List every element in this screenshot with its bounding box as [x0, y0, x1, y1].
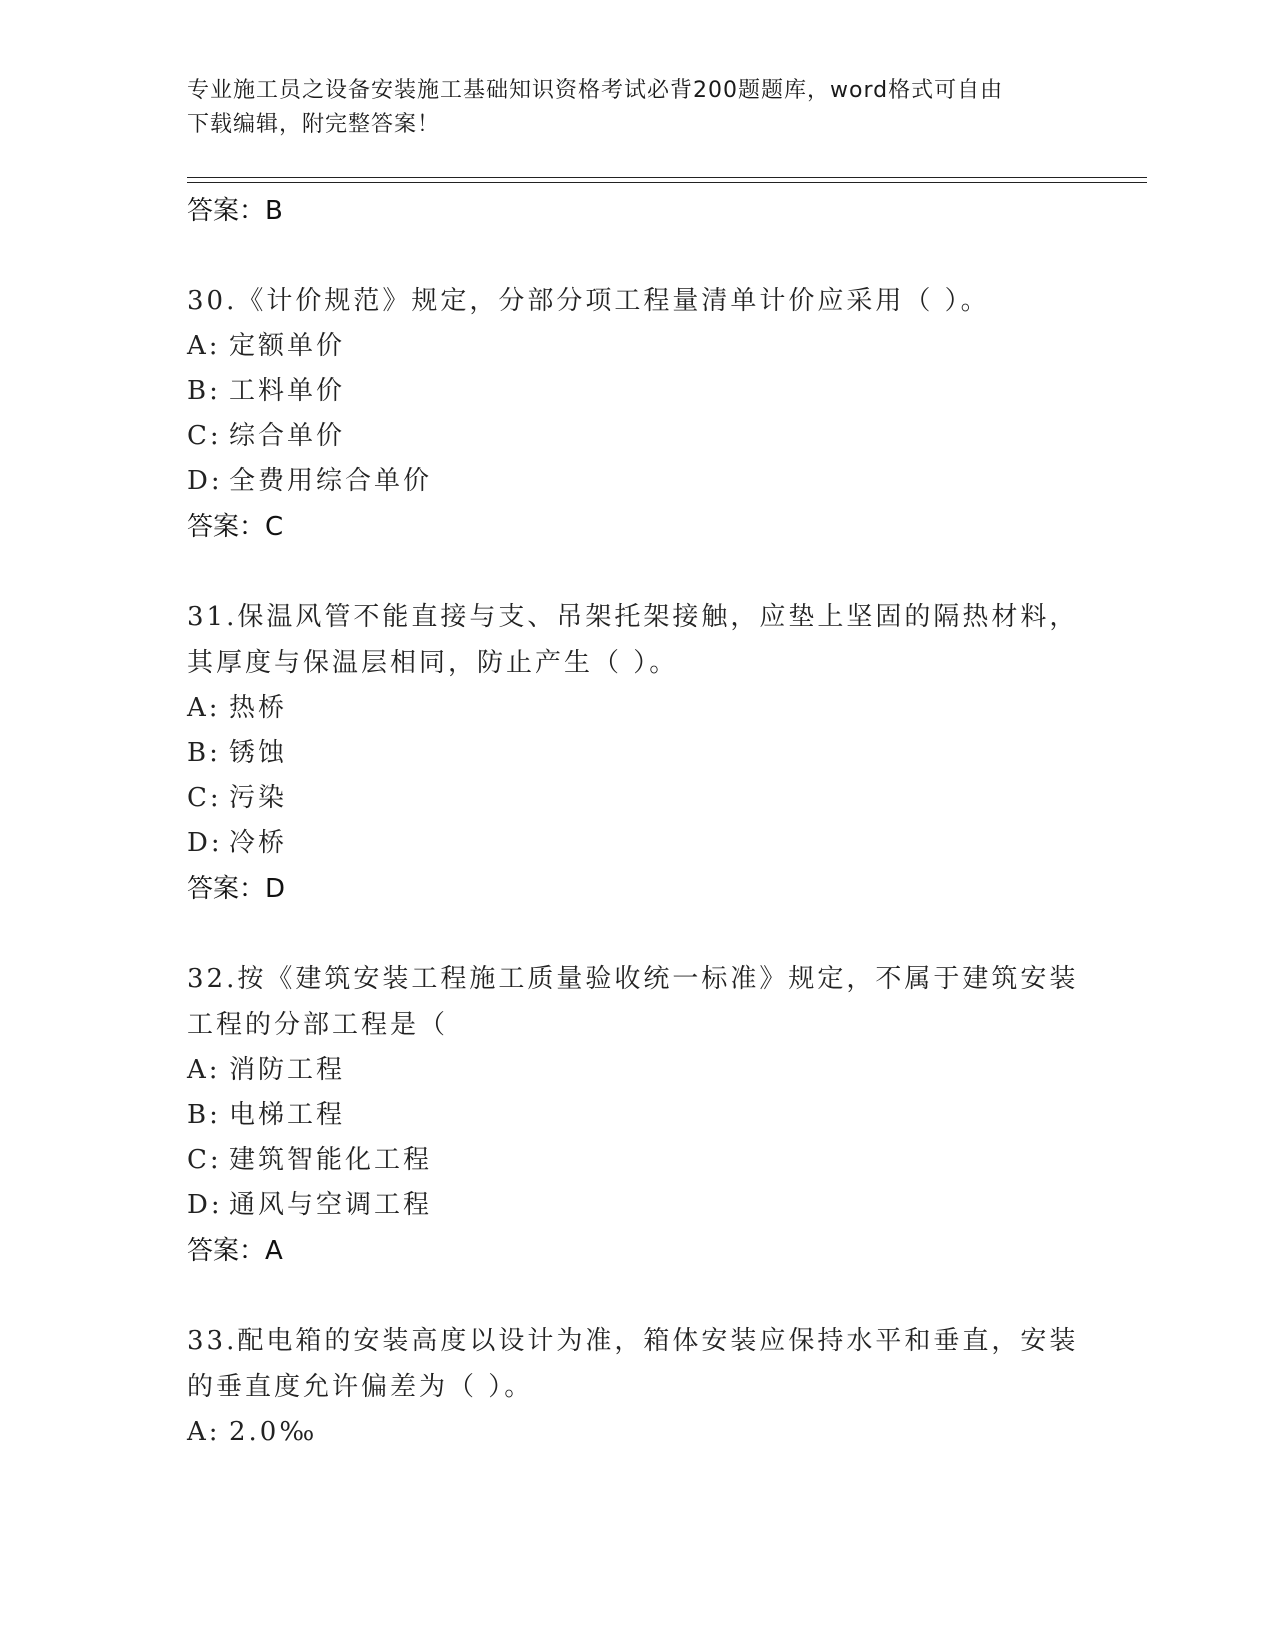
- option-text: 锈蚀: [229, 738, 288, 768]
- header-divider-top: [187, 177, 1147, 178]
- header-line-2: 下载编辑，附完整答案！: [187, 112, 441, 137]
- header-divider-bottom: [187, 182, 1147, 183]
- option-text: 污染: [229, 783, 288, 813]
- option-c: [187, 414, 1087, 459]
- option-key: D:: [187, 828, 223, 858]
- spacer: [187, 550, 1087, 594]
- question-list: [187, 188, 1087, 1455]
- option-key: B:: [187, 376, 221, 406]
- option-text: 电梯工程: [229, 1100, 346, 1130]
- answer-label: 答案：C: [187, 512, 284, 542]
- question-text-line: 31.保温风管不能直接与支、吊架托架接触，应垫上坚固的隔热材料，: [187, 602, 1079, 632]
- option-c: [187, 1138, 1087, 1183]
- option-a: [187, 1410, 1087, 1455]
- option-text: 热桥: [229, 693, 288, 723]
- option-text: 工料单价: [229, 376, 346, 406]
- option-c: [187, 776, 1087, 821]
- option-b: [187, 731, 1087, 776]
- option-key: A:: [187, 1055, 221, 1085]
- option-text: 通风与空调工程: [229, 1190, 433, 1220]
- question-text-line: 30.《计价规范》规定，分部分项工程量清单计价应采用（ ）。: [187, 286, 990, 316]
- option-key: D:: [187, 466, 223, 496]
- option-key: D:: [187, 1190, 223, 1220]
- option-key: A:: [187, 331, 221, 361]
- option-d: [187, 459, 1087, 504]
- answer-label: 答案：D: [187, 874, 286, 904]
- option-key: C:: [187, 421, 222, 451]
- option-key: A:: [187, 1417, 221, 1447]
- previous-answer: 答案：B: [187, 196, 283, 226]
- option-text: 定额单价: [229, 331, 346, 361]
- question-text-line: 32.按《建筑安装工程施工质量验收统一标准》规定，不属于建筑安装: [187, 964, 1079, 994]
- option-text: 建筑智能化工程: [229, 1145, 433, 1175]
- document-header: [187, 74, 1067, 142]
- option-key: B:: [187, 1100, 221, 1130]
- option-a: [187, 686, 1087, 731]
- question-30: [187, 278, 1087, 550]
- option-key: A:: [187, 693, 221, 723]
- option-d: [187, 1183, 1087, 1228]
- question-text-line: 其厚度与保温层相同，防止产生（ ）。: [187, 648, 679, 678]
- spacer: [187, 912, 1087, 956]
- question-31: [187, 594, 1087, 912]
- option-key: C:: [187, 1145, 222, 1175]
- option-text: 2.0‰: [229, 1417, 318, 1447]
- answer-label: 答案：A: [187, 1236, 283, 1266]
- option-key: B:: [187, 738, 221, 768]
- option-text: 消防工程: [229, 1055, 346, 1085]
- header-line-1: 专业施工员之设备安装施工基础知识资格考试必背200题题库，word格式可自由: [187, 78, 1004, 103]
- option-d: [187, 821, 1087, 866]
- option-text: 全费用综合单价: [229, 466, 433, 496]
- question-32: [187, 956, 1087, 1274]
- option-b: [187, 369, 1087, 414]
- question-text-line: 工程的分部工程是（: [187, 1010, 449, 1040]
- option-text: 综合单价: [229, 421, 346, 451]
- option-a: [187, 324, 1087, 369]
- spacer: [187, 234, 1087, 278]
- option-key: C:: [187, 783, 222, 813]
- option-a: [187, 1048, 1087, 1093]
- question-33: [187, 1318, 1087, 1455]
- option-text: 冷桥: [229, 828, 288, 858]
- option-b: [187, 1093, 1087, 1138]
- question-text-line: 的垂直度允许偏差为（ ）。: [187, 1372, 534, 1402]
- spacer: [187, 1274, 1087, 1318]
- question-text-line: 33.配电箱的安装高度以设计为准，箱体安装应保持水平和垂直，安装: [187, 1326, 1079, 1356]
